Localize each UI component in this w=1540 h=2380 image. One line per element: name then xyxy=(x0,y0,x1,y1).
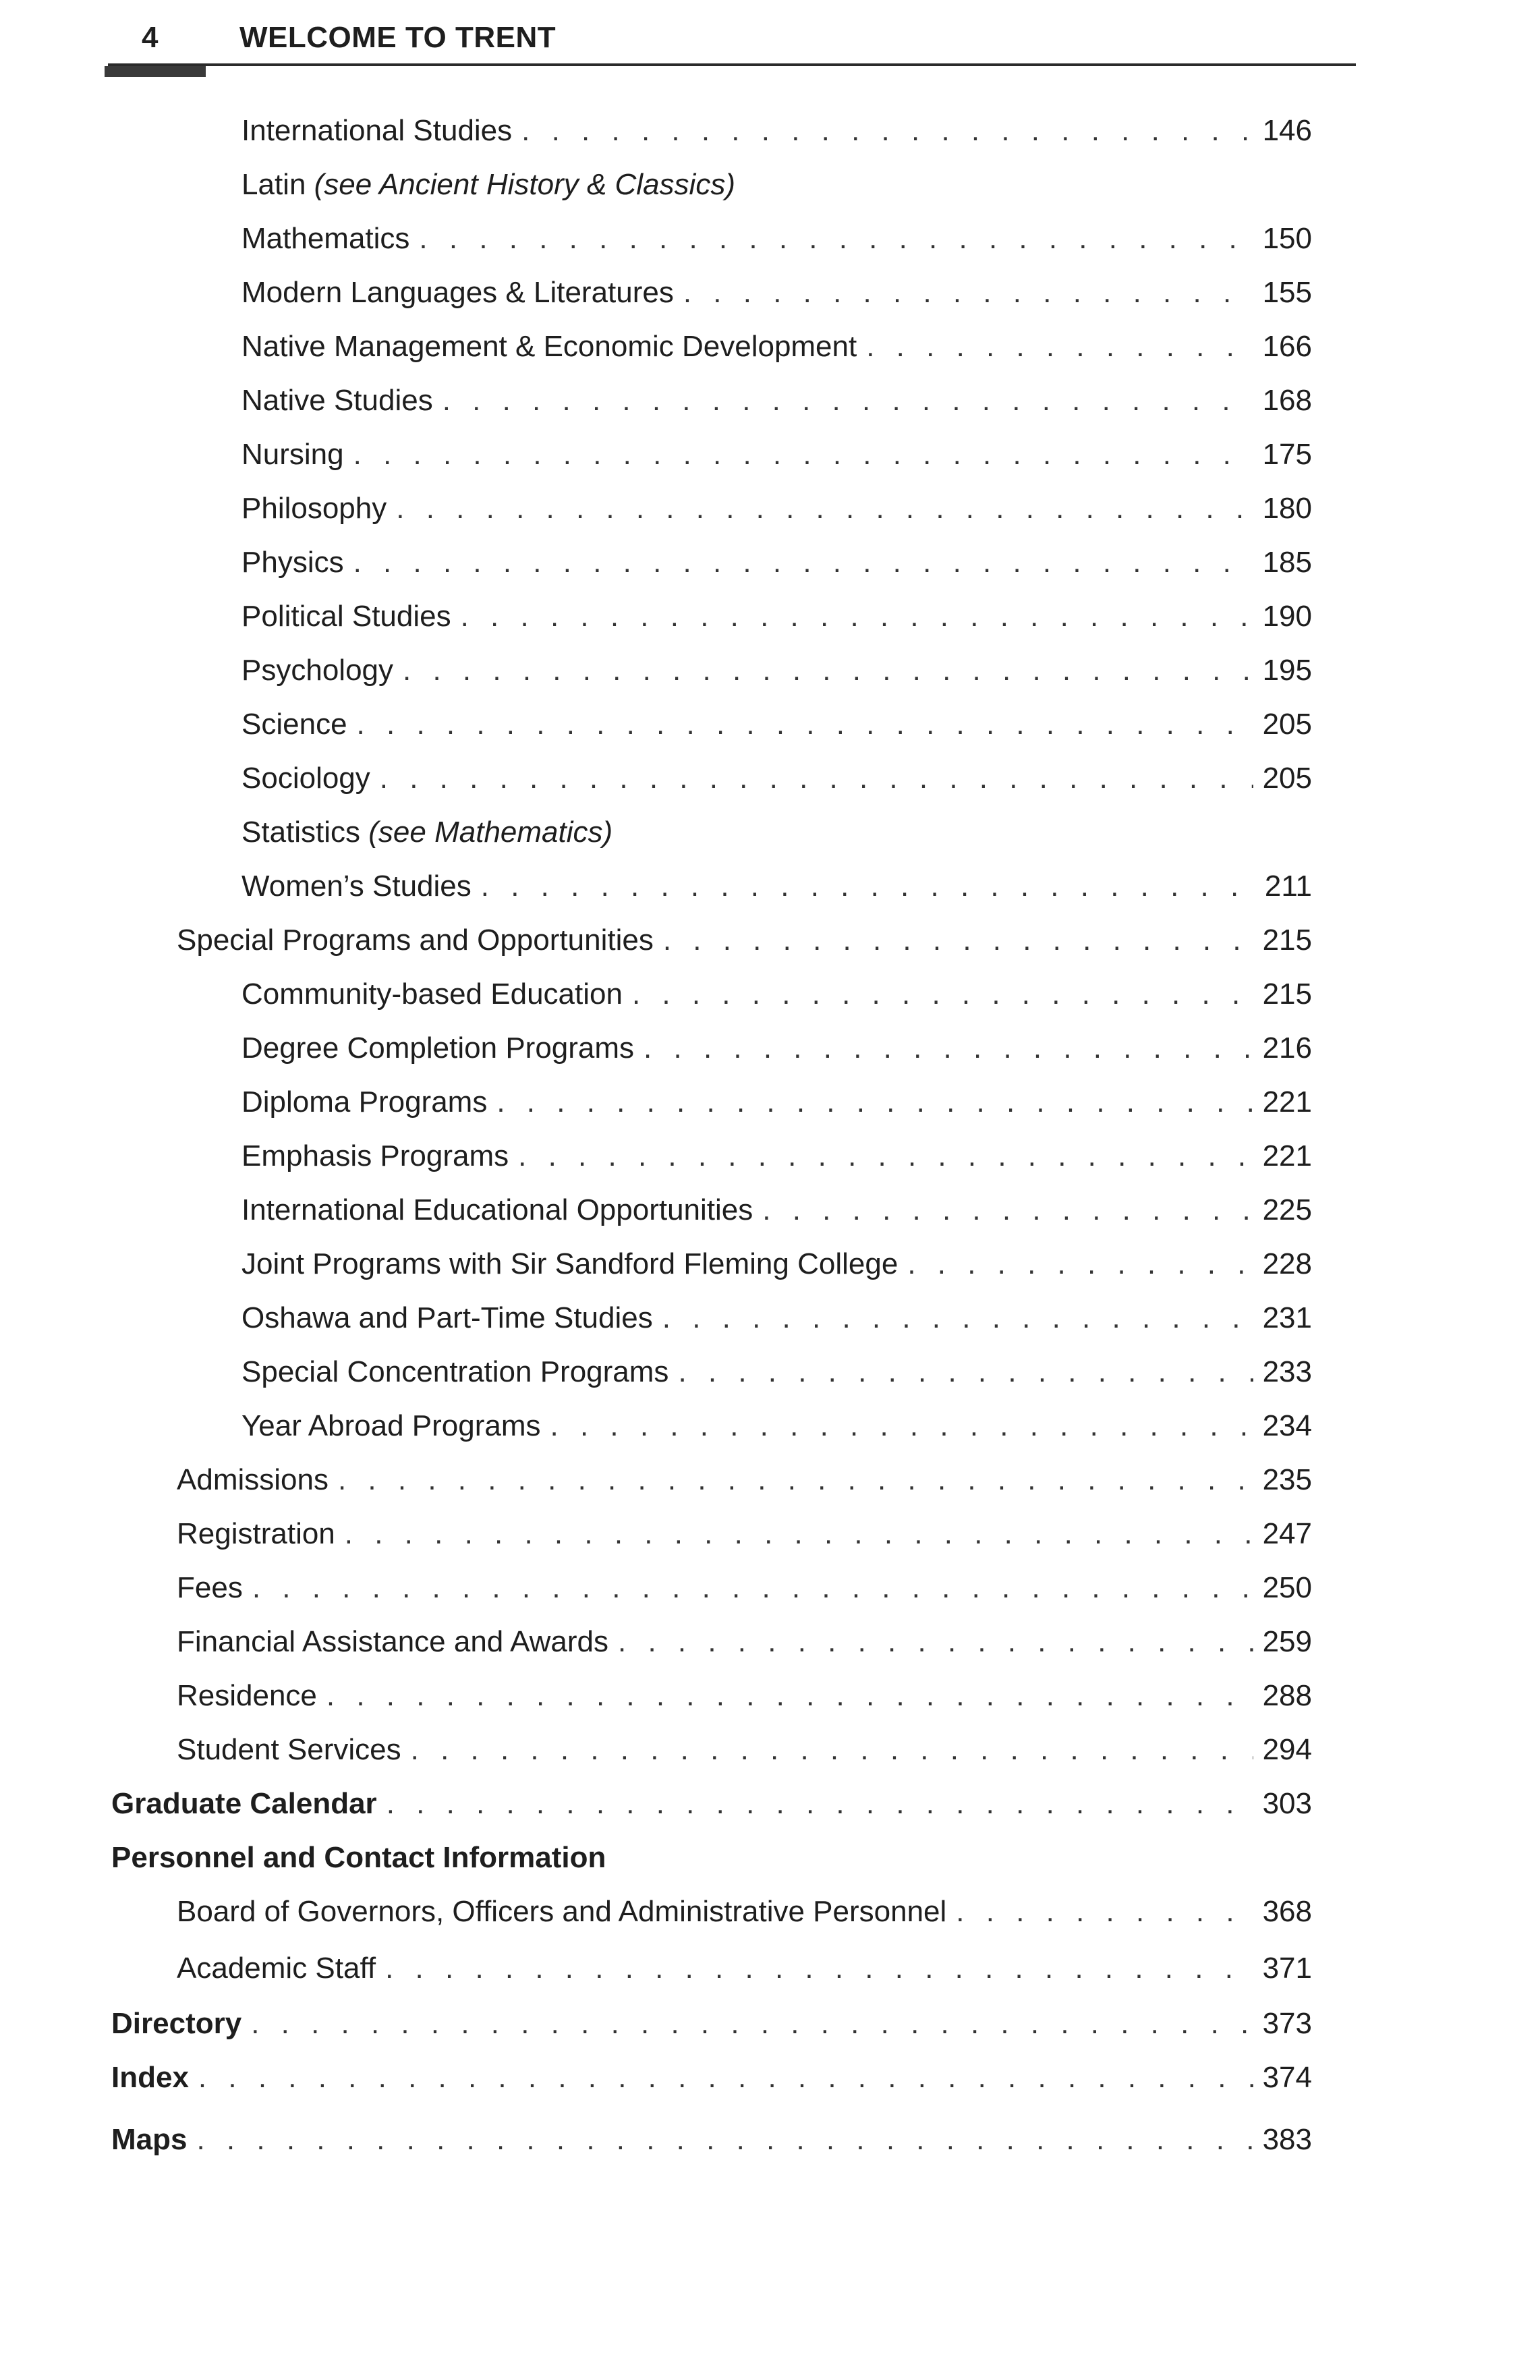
toc-section-entry xyxy=(111,2004,1312,2044)
entry-page: 235 xyxy=(1262,1463,1312,1496)
toc-entry xyxy=(241,273,1312,313)
dot-leader xyxy=(518,1136,1253,1177)
entry-title: Personnel and Contact Information xyxy=(111,1841,606,1874)
entry-page: 221 xyxy=(1262,1085,1312,1118)
entry-title: Women’s Studies xyxy=(241,870,472,903)
dot-leader xyxy=(385,1948,1253,1989)
dot-leader xyxy=(387,1784,1253,1824)
toc-entry xyxy=(241,1082,1312,1123)
toc-entry xyxy=(241,596,1312,637)
dot-leader xyxy=(521,111,1253,151)
toc-entry xyxy=(177,1892,1312,1932)
entry-page: 195 xyxy=(1262,654,1312,687)
dot-leader xyxy=(196,2120,1253,2160)
entry-page: 190 xyxy=(1262,600,1312,633)
dot-leader xyxy=(251,2004,1253,2044)
entry-page: 303 xyxy=(1262,1787,1312,1820)
cross-reference-note: (see Mathematics) xyxy=(368,816,613,849)
toc-entry xyxy=(241,488,1312,529)
entry-title: Residence xyxy=(177,1679,317,1712)
entry-page: 234 xyxy=(1262,1409,1312,1442)
dot-leader xyxy=(419,219,1253,259)
entry-title: Native Studies xyxy=(241,384,433,417)
entry-title: Mathematics xyxy=(241,222,410,255)
dot-leader xyxy=(357,704,1253,745)
entry-page: 368 xyxy=(1262,1895,1312,1928)
entry-title: Special Concentration Programs xyxy=(241,1355,669,1388)
entry-page: 231 xyxy=(1262,1301,1312,1334)
entry-page: 155 xyxy=(1262,276,1312,309)
entry-title: Directory xyxy=(111,2007,242,2040)
entry-page: 371 xyxy=(1262,1952,1312,1985)
toc-entry xyxy=(241,111,1312,151)
dot-leader xyxy=(461,596,1253,637)
dot-leader xyxy=(550,1406,1253,1446)
entry-title-text: Latin xyxy=(241,168,306,201)
cross-reference-note: (see Ancient History & Classics) xyxy=(314,168,735,201)
entry-title: Political Studies xyxy=(241,600,451,633)
dot-leader xyxy=(338,1460,1253,1500)
entry-title: Admissions xyxy=(177,1463,329,1496)
entry-page: 146 xyxy=(1262,114,1312,147)
entry-title: Index xyxy=(111,2061,189,2094)
dot-leader xyxy=(683,273,1253,313)
toc-entry xyxy=(241,1352,1312,1392)
toc-entry xyxy=(241,1028,1312,1069)
dot-leader xyxy=(481,866,1255,907)
toc-entry xyxy=(241,165,1312,205)
entry-title: Community-based Education xyxy=(241,978,623,1011)
entry-title: Physics xyxy=(241,546,344,579)
entry-title: Emphasis Programs xyxy=(241,1139,509,1172)
toc-entry xyxy=(241,1406,1312,1446)
entry-title: Registration xyxy=(177,1517,335,1550)
toc-entry xyxy=(177,1948,1312,1989)
entry-title: Board of Governors, Officers and Administrative Personnel xyxy=(177,1895,947,1928)
entry-title: Native Management & Economic Development xyxy=(241,330,857,363)
entry-page: 215 xyxy=(1262,924,1312,957)
entry-title: Psychology xyxy=(241,654,394,687)
entry-page: 150 xyxy=(1262,222,1312,255)
entry-title-text: Statistics xyxy=(241,816,361,849)
entry-title: International Educational Opportunities xyxy=(241,1193,753,1226)
dot-leader xyxy=(663,920,1253,961)
entry-page: 373 xyxy=(1262,2007,1312,2040)
entry-page: 259 xyxy=(1262,1625,1312,1658)
entry-page: 180 xyxy=(1262,492,1312,525)
dot-leader xyxy=(198,2058,1253,2098)
dot-leader xyxy=(353,434,1253,475)
toc-entry xyxy=(241,1136,1312,1177)
dot-leader xyxy=(396,488,1253,529)
toc-entry xyxy=(241,758,1312,799)
dot-leader xyxy=(353,542,1253,583)
running-title: WELCOME TO TRENT xyxy=(239,21,557,54)
toc-entry xyxy=(241,1298,1312,1338)
entry-page: 247 xyxy=(1262,1517,1312,1550)
entry-page: 228 xyxy=(1262,1247,1312,1280)
entry-page: 383 xyxy=(1262,2123,1312,2156)
dot-leader xyxy=(496,1082,1253,1123)
entry-page: 185 xyxy=(1262,546,1312,579)
entry-title: Financial Assistance and Awards xyxy=(177,1625,608,1658)
toc-entry xyxy=(177,920,1312,961)
toc-entry xyxy=(177,1568,1312,1608)
dot-leader xyxy=(644,1028,1253,1069)
toc-entry xyxy=(241,327,1312,367)
entry-title: Student Services xyxy=(177,1733,401,1766)
entry-title: Philosophy xyxy=(241,492,387,525)
dot-leader xyxy=(632,974,1253,1015)
toc-section-entry xyxy=(111,1784,1312,1824)
entry-page: 215 xyxy=(1262,978,1312,1011)
entry-title: Year Abroad Programs xyxy=(241,1409,541,1442)
dot-leader xyxy=(252,1568,1253,1608)
dot-leader xyxy=(762,1190,1253,1230)
toc-entry xyxy=(241,704,1312,745)
toc-entry xyxy=(241,434,1312,475)
entry-page: 374 xyxy=(1262,2061,1312,2094)
dot-leader xyxy=(345,1514,1253,1554)
entry-title: Special Programs and Opportunities xyxy=(177,924,654,957)
entry-title: Fees xyxy=(177,1571,243,1604)
toc-section-entry xyxy=(111,2058,1312,2098)
dot-leader xyxy=(956,1892,1253,1932)
entry-title: Oshawa and Part-Time Studies xyxy=(241,1301,653,1334)
dot-leader xyxy=(403,650,1253,691)
entry-title: Degree Completion Programs xyxy=(241,1031,635,1065)
toc-section-entry xyxy=(111,2120,1312,2160)
dot-leader xyxy=(678,1352,1253,1392)
entry-page: 221 xyxy=(1262,1139,1312,1172)
entry-page: 205 xyxy=(1262,762,1312,795)
toc-entry xyxy=(241,974,1312,1015)
entry-title: Academic Staff xyxy=(177,1952,376,1985)
dot-leader xyxy=(618,1622,1253,1662)
entry-title: Sociology xyxy=(241,762,370,795)
toc-entry xyxy=(177,1460,1312,1500)
page-number: 4 xyxy=(142,21,159,54)
toc-entry xyxy=(241,1190,1312,1230)
toc-entry xyxy=(241,866,1312,907)
dot-leader xyxy=(662,1298,1253,1338)
toc-entry xyxy=(241,380,1312,421)
entry-page: 250 xyxy=(1262,1571,1312,1604)
toc-entry xyxy=(241,219,1312,259)
toc-entry xyxy=(241,650,1312,691)
entry-title: Joint Programs with Sir Sandford Fleming College xyxy=(241,1247,899,1280)
entry-title: International Studies xyxy=(241,114,513,147)
toc-entry xyxy=(177,1622,1312,1662)
entry-page: 168 xyxy=(1262,384,1312,417)
dot-leader xyxy=(866,327,1253,367)
toc-entry xyxy=(177,1676,1312,1716)
entry-title: Maps xyxy=(111,2123,188,2156)
toc-entry xyxy=(177,1730,1312,1770)
entry-title: Modern Languages & Literatures xyxy=(241,276,674,309)
toc-entry xyxy=(241,1244,1312,1284)
toc-entry xyxy=(241,812,1312,853)
dot-leader xyxy=(411,1730,1253,1770)
toc-entry xyxy=(177,1514,1312,1554)
entry-page: 294 xyxy=(1262,1733,1312,1766)
toc-section-heading xyxy=(111,1838,1312,1878)
dot-leader xyxy=(326,1676,1253,1716)
entry-page: 288 xyxy=(1262,1679,1312,1712)
entry-page: 225 xyxy=(1262,1193,1312,1226)
entry-page: 216 xyxy=(1262,1031,1312,1065)
entry-page: 205 xyxy=(1262,708,1312,741)
entry-page: 166 xyxy=(1262,330,1312,363)
entry-title: Nursing xyxy=(241,438,344,471)
entry-title xyxy=(241,812,612,853)
entry-page: 233 xyxy=(1262,1355,1312,1388)
entry-title: Diploma Programs xyxy=(241,1085,488,1118)
entry-title: Science xyxy=(241,708,347,741)
toc-entry xyxy=(241,542,1312,583)
dot-leader xyxy=(443,380,1253,421)
entry-title xyxy=(241,165,735,205)
dot-leader xyxy=(907,1244,1253,1284)
entry-title: Graduate Calendar xyxy=(111,1787,377,1820)
entry-page: 175 xyxy=(1262,438,1312,471)
dot-leader xyxy=(380,758,1253,799)
entry-page: 211 xyxy=(1264,870,1312,903)
